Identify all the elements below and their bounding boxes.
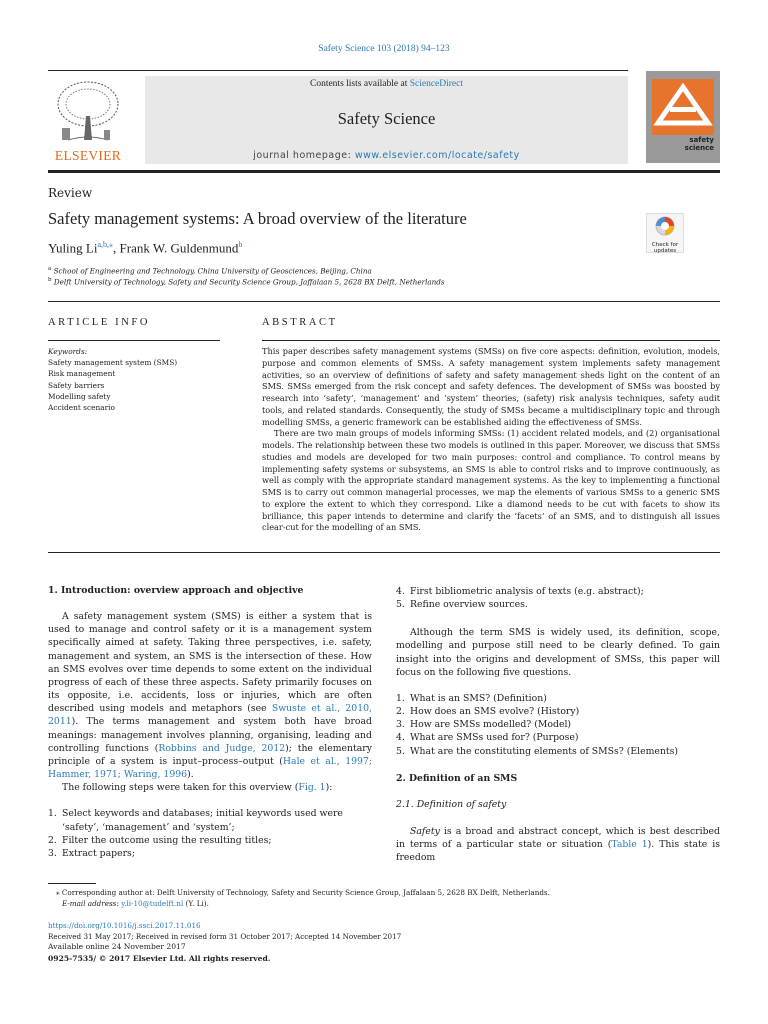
keyword: Safety management system (SMS) bbox=[48, 358, 178, 368]
affiliation-a: $^a$ School of Engineering and Technology, China University of Geosciences, Beijing, China bbox=[48, 266, 372, 276]
journal-homepage: journal homepage: www.elsevier.com/locate/safety bbox=[253, 150, 520, 161]
list-item: 1. What is an SMS? (Definition) bbox=[396, 692, 547, 704]
keywords-label: Keywords: bbox=[48, 347, 88, 356]
questions-list bbox=[396, 692, 720, 758]
keyword: Risk management bbox=[48, 369, 116, 379]
table-link[interactable]: Table 1 bbox=[611, 839, 648, 851]
crossmark-icon bbox=[647, 214, 683, 238]
abstract-rule bbox=[262, 340, 720, 341]
journal-cover[interactable] bbox=[646, 71, 720, 163]
body-right-column bbox=[396, 585, 720, 865]
abstract-paragraph: This paper describes safety management systems (SMSs) on five core aspects: definition, evolution, models, purpose and common elements of SMSs. A safety management system implements safety management activities, so an overview of definitions of safety and safety management sheds light on the content of an SMS. SMSs emerged from the risk concept and safety defences. The development of SMSs was boosted by research into ‘safety’, ‘management’ and ‘system’ theories, (safety) risk analysis techniques, safety audit tools, and related standards. Consequently, the study of SMSs became a multidisciplinary topic and through modelling SMSs, a generic framework can be established aiding the effectiveness of SMSs. bbox=[262, 346, 720, 427]
received-dates: Received 31 May 2017; Received in revised form 31 October 2017; Accepted 14 November 2017 bbox=[48, 932, 402, 941]
affiliation-b: $^b$ Delft University of Technology, Safety and Security Science Group, Jaffalaan 5, 2628 BX Delft, Netherlands bbox=[48, 277, 445, 287]
footnote-rule bbox=[48, 883, 96, 884]
steps-list bbox=[48, 807, 372, 860]
author-name: Frank W. Guldenmund bbox=[119, 240, 239, 256]
list-item: 2. Filter the outcome using the resulting titles; bbox=[48, 834, 272, 846]
questions-intro-paragraph: Although the term SMS is widely used, its definition, scope, modelling and purpose still need to be clearly defined. To gain insight into the origins and development of SMSs, this paper will focus on the following five questions. bbox=[396, 627, 720, 678]
email-link[interactable]: y.li-10@tudelft.nl bbox=[121, 899, 184, 908]
author-name: Yuling Li bbox=[48, 240, 98, 256]
list-item: 2. How does an SMS evolve? (History) bbox=[396, 706, 580, 718]
badge-text-1: Check for bbox=[651, 242, 679, 248]
contents-line: Contents lists available at ScienceDirect bbox=[309, 79, 463, 89]
list-item: 1. Select keywords and databases; initial keywords used were ‘safety’, ‘management’ and ‘system’; bbox=[48, 808, 343, 833]
check-for-updates-badge[interactable] bbox=[646, 213, 684, 253]
section-2-heading: 2. Definition of an SMS bbox=[396, 772, 518, 784]
doi-link[interactable]: https://doi.org/10.1016/j.ssci.2017.11.016 bbox=[48, 921, 201, 930]
elsevier-logo bbox=[48, 76, 128, 164]
list-item: 5. Refine overview sources. bbox=[396, 599, 528, 611]
citation-link[interactable]: Swuste et al., 2010, 2011 bbox=[48, 703, 373, 728]
journal-title: Safety Science bbox=[337, 109, 436, 128]
cover-title-2: science bbox=[684, 144, 714, 152]
subsection-2-1-heading: 2.1. Definition of safety bbox=[396, 798, 507, 810]
section-rule bbox=[48, 301, 720, 302]
sciencedirect-link[interactable]: ScienceDirect bbox=[409, 79, 463, 89]
intro-paragraph: A safety management system (SMS) is either a system that is used to manage and control safety or it is a management system specifically aimed at safety. Taking three perspectives, i.e. safety, management and system, an SMS is the intersection of these. How an SMS evolves over time depends to some extent on the individual progress of each of these three aspects. Safety primarily focuses on its opposite, i.e. accidents, loss or injuries, which are often described using models and metaphors (see Swuste et al., 2010, 2011). The terms management and system both have broad meanings: management involves planning, organising, leading and controlling functions (Robbins and Judge, 2012); the elementary principle of a system is input–process–output (Hale et al., 1997; Hammer, 1971; Waring, 1996). bbox=[48, 611, 373, 781]
abstract-heading: ABSTRACT bbox=[262, 317, 338, 328]
body-left-column bbox=[48, 584, 372, 860]
header-thick-rule bbox=[48, 170, 720, 173]
list-item: 4. What are SMSs used for? (Purpose) bbox=[396, 732, 579, 744]
list-item: 3. How are SMSs modelled? (Model) bbox=[396, 719, 572, 731]
homepage-link[interactable]: www.elsevier.com/locate/safety bbox=[354, 150, 520, 161]
list-item: 5. What are the constituting elements of SMSs? (Elements) bbox=[396, 745, 679, 757]
citation-link[interactable]: Robbins and Judge, 2012 bbox=[158, 742, 286, 754]
keyword: Accident scenario bbox=[48, 403, 115, 413]
journal-reference[interactable]: Safety Science 103 (2018) 94–123 bbox=[318, 44, 450, 54]
badge-text-2: updates bbox=[653, 248, 677, 254]
abstract-text bbox=[262, 346, 720, 534]
steps-intro-paragraph: The following steps were taken for this overview (Fig. 1): bbox=[62, 782, 333, 794]
figure-link[interactable]: Fig. 1 bbox=[298, 782, 326, 794]
header-rule bbox=[48, 70, 628, 71]
article-title: Safety management systems: A broad overview of the literature bbox=[48, 209, 467, 228]
abstract-paragraph: There are two main groups of models informing SMSs: (1) accident related models, and (2) organisational models. The relationship between these two models is outlined in this paper. Moreover, we discuss that SMSs studies and models are developed for two main purposes: control and compliance. To control means by implementing safety systems or subsystems, an SMS is able to control risks and to improve continuously, as well as comply with the appropriate standard management systems. As the key to implementing a functional SMS is to carry out common managerial processes, we map the elements of various SMSs to a generic SMS to explore the extent to which they correspond. Like a diamond needs to be cut with facets to show its brilliance, this paper intends to determine and clarify the ‘facets’ of an SMS, and to distinguish all issues clear-cut for the modelling of an SMS. bbox=[262, 428, 720, 533]
keyword: Safety barriers bbox=[48, 380, 105, 390]
steps-list-continued bbox=[396, 585, 720, 611]
info-rule bbox=[48, 340, 220, 341]
section-1-heading: 1. Introduction: overview approach and objective bbox=[48, 585, 304, 596]
email-note: E-mail address: y.li-10@tudelft.nl (Y. Li). bbox=[62, 899, 209, 908]
article-info-heading: ARTICLE INFO bbox=[48, 317, 151, 328]
safety-definition-paragraph: Safety is a broad and abstract concept, which is best described in terms of a particular state or situation (Table 1). This state is freedom bbox=[396, 826, 720, 864]
author-affiliation-marker[interactable]: a,b,⁎ bbox=[97, 240, 114, 249]
cover-title-1: safety bbox=[689, 136, 714, 144]
article-type: Review bbox=[48, 186, 93, 200]
keyword: Modelling safety bbox=[48, 391, 111, 401]
abstract-end-rule bbox=[48, 552, 720, 553]
elsevier-wordmark: ELSEVIER bbox=[54, 148, 122, 163]
available-online: Available online 24 November 2017 bbox=[48, 942, 186, 951]
copyright: 0925-7535/ © 2017 Elsevier Ltd. All rights reserved. bbox=[48, 954, 271, 963]
citation-link[interactable]: Hale et al., 1997; Hammer, 1971; Waring, 1996 bbox=[48, 755, 372, 781]
author-affiliation-marker[interactable]: b bbox=[238, 240, 243, 249]
list-item: 4. First bibliometric analysis of texts (e.g. abstract); bbox=[396, 586, 644, 597]
author-list: Yuling $Li^{a,b,⁎}$, Frank W. Guldenmund$^b$ bbox=[48, 240, 243, 256]
keywords-block bbox=[48, 346, 177, 413]
corresponding-author-note: ⁎ Corresponding author at: Delft University of Technology, Safety and Security Science Group, Jaffalaan 5, 2628 BX Delft, Netherlands. bbox=[56, 888, 550, 897]
list-item: 3. Extract papers; bbox=[48, 847, 135, 859]
